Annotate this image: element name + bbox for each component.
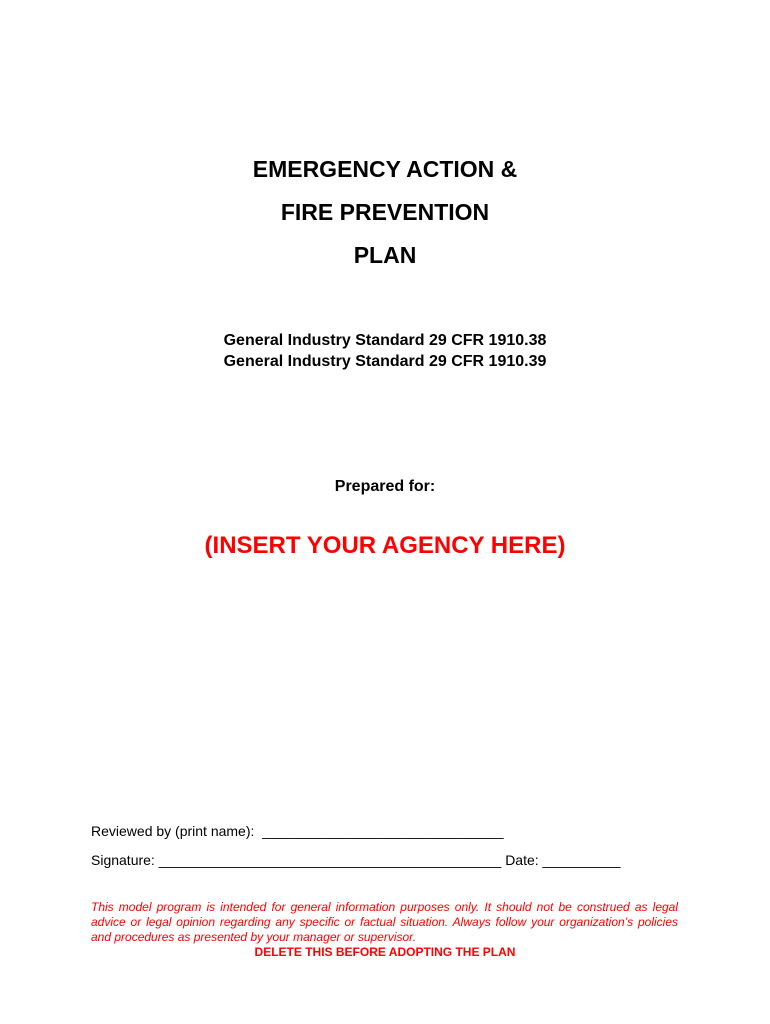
reviewed-by-field: Reviewed by (print name): _______________________________ [91, 823, 504, 839]
delete-before-adopting-note: DELETE THIS BEFORE ADOPTING THE PLAN [254, 945, 516, 959]
prepared-for-label: Prepared for: [334, 478, 436, 495]
standard-reference-1910-39: General Industry Standard 29 CFR 1910.39 [223, 353, 547, 370]
standard-reference-1910-38: General Industry Standard 29 CFR 1910.38 [223, 332, 547, 349]
document-title-line-1: EMERGENCY ACTION & [252, 156, 518, 182]
signature-date-field: Signature: ____________________________________________ Date: __________ [91, 852, 621, 868]
disclaimer-text: This model program is intended for general information purposes only. It should not be construed as legal advice or legal opinion regarding any specific or factual situation. Always follow your organization’s policies and procedures as presented by your manager or supervisor. [91, 900, 678, 944]
document-title-line-2: FIRE PREVENTION [280, 199, 490, 225]
agency-name-placeholder: (INSERT YOUR AGENCY HERE) [204, 532, 566, 559]
document-title-line-3: PLAN [353, 242, 417, 268]
